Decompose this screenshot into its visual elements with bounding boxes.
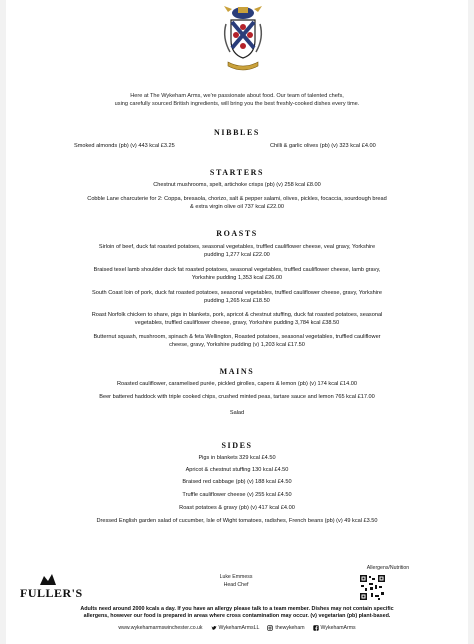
- menu-item: cheese, gravy, Yorkshire pudding (v) 1,203 kcal £17.50: [169, 342, 305, 348]
- menu-item: Chestnut mushrooms, spelt, artichoke crisps (pb) (v) 258 kcal £8.00: [153, 182, 321, 188]
- menu-item: pudding 1,265 kcal £18.50: [204, 298, 270, 304]
- menu-item: Apricot & chestnut stuffing 130 kcal £4.50: [185, 467, 289, 473]
- sides-heading: SIDES: [221, 441, 253, 450]
- menu-item: Beer battered haddock with triple cooked chips, crushed minted peas, tartare sauce and lemon 765 kcal £17.00: [99, 394, 375, 400]
- allergy-line-2: allergens, however our food is prepared in areas where cross contamination may occur. (v) vegetarian (pb) plant-based.: [83, 613, 391, 619]
- social-bar: [6, 622, 468, 634]
- menu-item: Roast potatoes & gravy (pb) (v) 417 kcal £4.00: [179, 505, 295, 511]
- facebook-icon: [313, 625, 319, 631]
- menu-page: [6, 0, 468, 644]
- fullers-logo-icon: [20, 572, 83, 604]
- qr-label: Allergens/Nutrition: [366, 565, 410, 571]
- menu-item: Roasted cauliflower, caramelised purée, pickled girolles, capers & lemon (pb) (v) 174 kcal £14.00: [116, 381, 358, 387]
- menu-item: Dressed English garden salad of cucumber, Isle of Wight tomatoes, radishes, French beans (pb) (v) 49 kcal £3.50: [96, 518, 378, 524]
- menu-item: Sirloin of beef, duck fat roasted potatoes, seasonal vegetables, truffled cauliflower cheese, veal gravy, Yorkshire: [98, 244, 376, 250]
- intro-text: [46, 92, 428, 108]
- intro-line-2: using carefully sourced British ingredients, will bring you the best freshly-cooked dishes every time.: [114, 101, 360, 107]
- intro-line-1: Here at The Wykeham Arms, we're passionate about food. Our team of talented chefs,: [130, 93, 344, 99]
- twitter-link[interactable]: [211, 625, 260, 631]
- chef-name: Luke Emmess: [219, 574, 253, 580]
- menu-item: South Coast loin of pork, duck fat roasted potatoes, seasonal vegetables, truffled cauliflower cheese, gravy, Yorkshire: [92, 290, 382, 296]
- instagram-icon: [267, 625, 273, 631]
- menu-item: pudding 1,277 kcal £22.00: [204, 252, 270, 258]
- instagram-link[interactable]: [267, 625, 304, 631]
- facebook-link[interactable]: [313, 625, 356, 631]
- allergy-notice: [14, 606, 460, 620]
- menu-item: Roast Norfolk chicken to share, pigs in blankets, pork, apricot & chestnut stuffing, duck fat roasted potatoes, seasonal: [91, 312, 383, 318]
- website-link[interactable]: www.wykehamarmswinchester.co.uk: [118, 625, 203, 631]
- qr-code-icon[interactable]: [359, 574, 386, 601]
- menu-item: Butternut squash, mushroom, spinach & feta Wellington, Roasted potatoes, seasonal vegetables, truffled cauliflower: [93, 334, 381, 340]
- instagram-handle: thewykeham: [275, 625, 305, 631]
- starters-heading: STARTERS: [209, 168, 265, 177]
- menu-item: & extra virgin olive oil 737 kcal £22.00: [190, 204, 284, 210]
- nibbles-heading: NIBBLES: [214, 128, 260, 137]
- allergy-line-1: Adults need around 2000 kcals a day. If you have an allergy please talk to a team member. Dishes may not contain specific: [80, 606, 394, 612]
- menu-item: Smoked almonds (pb) (v) 443 kcal £3.25: [74, 143, 175, 149]
- menu-item: Yorkshire pudding 1,353 kcal £26.00: [191, 275, 283, 281]
- facebook-handle: WykehamArms: [320, 625, 356, 631]
- menu-item: Salad: [229, 410, 245, 416]
- twitter-icon: [211, 625, 217, 631]
- chef-title: Head Chef: [223, 582, 249, 588]
- menu-item: Braised texel lamb shoulder duck fat roasted potatoes, seasonal vegetables, truffled cauliflower cheese, lamb gravy,: [93, 267, 381, 273]
- crest-icon: [218, 4, 268, 76]
- menu-item: Pigs in blankets 329 kcal £4.50: [198, 455, 276, 461]
- menu-item: Cobble Lane charcuterie for 2: Coppa, bresaola, chorizo, salt & pepper salami, olives, pickles, focaccia, sourdough bread: [87, 196, 387, 202]
- head-chef-signature: [206, 573, 266, 589]
- menu-item: Truffle cauliflower cheese (v) 255 kcal £4.50: [182, 492, 292, 498]
- menu-item: Braised red cabbage (pb) (v) 188 kcal £4.50: [182, 479, 292, 485]
- twitter-handle: WykehamArmsLL: [218, 625, 260, 631]
- mains-heading: MAINS: [219, 367, 255, 376]
- menu-item: vegetables, truffled cauliflower cheese, gravy, Yorkshire pudding 3,784 kcal £38.50: [134, 320, 340, 326]
- roasts-heading: ROASTS: [216, 229, 258, 238]
- menu-item: Chilli & garlic olives (pb) (v) 323 kcal £4.00: [270, 143, 376, 149]
- fullers-wordmark: FULLER'S: [20, 586, 83, 600]
